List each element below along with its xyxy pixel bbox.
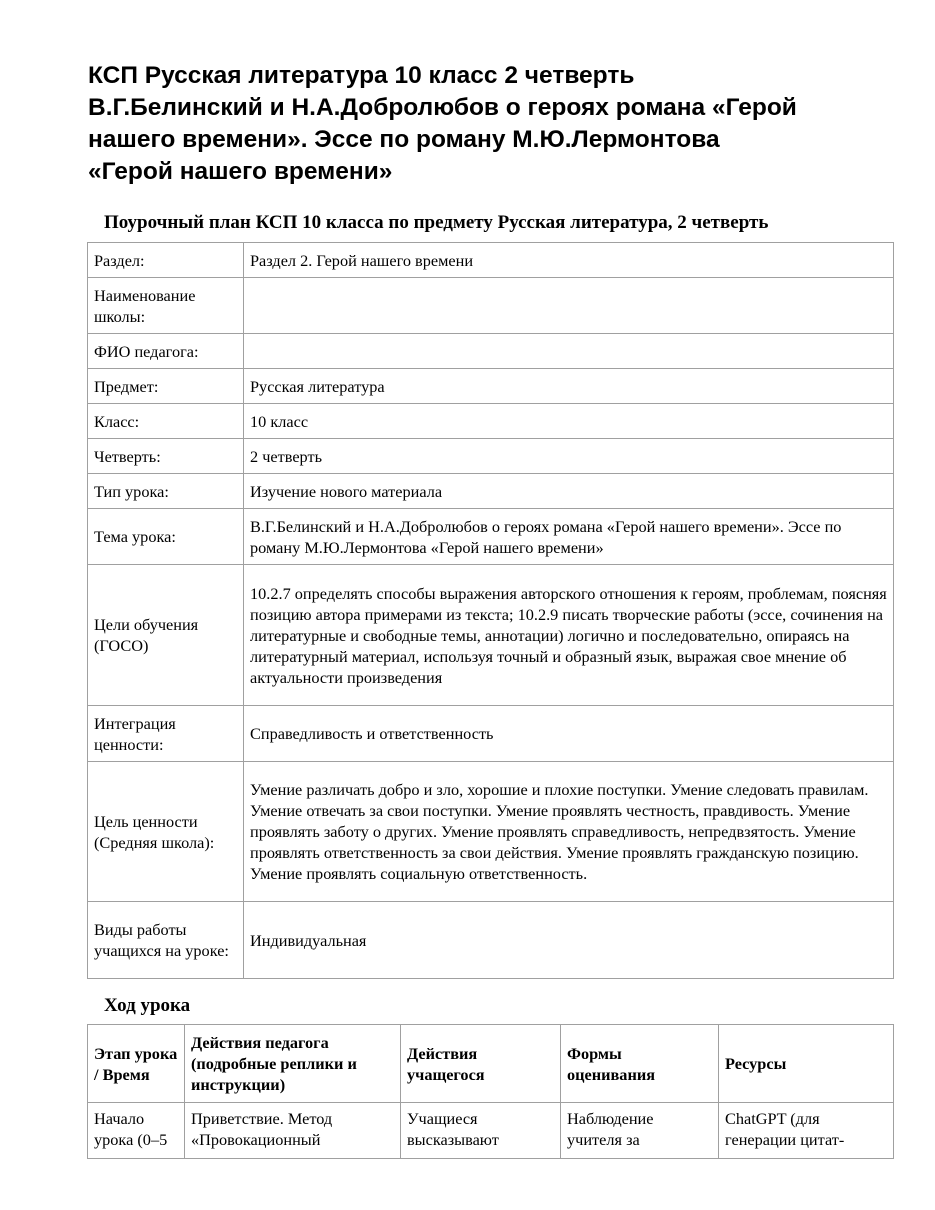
plan-heading: Поурочный план КСП 10 класса по предмету Русская литература, 2 четверть xyxy=(104,212,769,233)
column-header: Этап урока / Время xyxy=(88,1025,185,1103)
lesson-info-table xyxy=(87,242,894,979)
info-label: Тема урока: xyxy=(88,509,244,565)
info-value: В.Г.Белинский и Н.А.Добролюбов о героях романа «Герой нашего времени». Эссе по роману М.Ю.Лермонтова «Герой нашего времени» xyxy=(244,509,894,565)
title-line: «Герой нашего времени» xyxy=(88,158,393,185)
info-value: Русская литература xyxy=(244,369,894,404)
table-row xyxy=(88,762,894,902)
info-label: Цели обучения (ГОСО) xyxy=(88,565,244,706)
info-value: 10 класс xyxy=(244,404,894,439)
info-label: Раздел: xyxy=(88,243,244,278)
table-row xyxy=(88,404,894,439)
table-row xyxy=(88,369,894,404)
info-label: Виды работы учащихся на уроке: xyxy=(88,902,244,979)
lesson-heading: Ход урока xyxy=(104,995,191,1016)
column-header: Действия педагога (подробные реплики и инструкции) xyxy=(185,1025,401,1103)
table-row xyxy=(88,278,894,334)
lesson-course-table xyxy=(87,1024,894,1159)
column-header: Формы оценивания xyxy=(561,1025,719,1103)
info-label: Интеграция ценности: xyxy=(88,706,244,762)
title-line: В.Г.Белинский и Н.А.Добролюбов о героях романа «Герой xyxy=(88,94,797,121)
document-title xyxy=(88,60,908,188)
info-value: Индивидуальная xyxy=(244,902,894,979)
title-line: КСП Русская литература 10 класс 2 четверть xyxy=(88,62,635,89)
table-cell: Наблюдение учителя за xyxy=(561,1103,719,1159)
info-label: Цель ценности (Средняя школа): xyxy=(88,762,244,902)
info-value: 2 четверть xyxy=(244,439,894,474)
info-value: Справедливость и ответственность xyxy=(244,706,894,762)
info-value: Раздел 2. Герой нашего времени xyxy=(244,243,894,278)
info-label: Тип урока: xyxy=(88,474,244,509)
info-label: Четверть: xyxy=(88,439,244,474)
info-label: Наименование школы: xyxy=(88,278,244,334)
table-row xyxy=(88,1103,894,1159)
table-row xyxy=(88,439,894,474)
table-row xyxy=(88,474,894,509)
table-cell: Приветствие. Метод «Провокационный xyxy=(185,1103,401,1159)
title-line: нашего времени». Эссе по роману М.Ю.Лермонтова xyxy=(88,126,720,153)
table-cell: ChatGPT (для генерации цитат- xyxy=(719,1103,894,1159)
table-row xyxy=(88,243,894,278)
table-row xyxy=(88,902,894,979)
table-row xyxy=(88,706,894,762)
table-row xyxy=(88,334,894,369)
table-row xyxy=(88,565,894,706)
info-value: 10.2.7 определять способы выражения авторского отношения к героям, проблемам, поясняя позицию автора примерами из текста; 10.2.9 писать творческие работы (эссе, сочинения на литературные и свободные темы, аннотации) логично и последовательно, опираясь на литературный материал, используя точный и образный язык, выражая свое мнение об актуальности произведения xyxy=(244,565,894,706)
info-label: ФИО педагога: xyxy=(88,334,244,369)
column-header: Ресурсы xyxy=(719,1025,894,1103)
info-value: Изучение нового материала xyxy=(244,474,894,509)
table-row xyxy=(88,509,894,565)
info-value xyxy=(244,334,894,369)
table-header-row xyxy=(88,1025,894,1103)
column-header: Действия учащегося xyxy=(401,1025,561,1103)
info-label: Класс: xyxy=(88,404,244,439)
info-value: Умение различать добро и зло, хорошие и плохие поступки. Умение следовать правилам. Умение отвечать за свои поступки. Умение проявлять честность, правдивость. Умение проявлять заботу о других. Умение проявлять справедливость, непредвзятость. Умение проявлять ответственность за свои действия. Умение проявлять гражданскую позицию. Умение проявлять социальную ответственность. xyxy=(244,762,894,902)
info-value xyxy=(244,278,894,334)
table-cell: Начало урока (0–5 xyxy=(88,1103,185,1159)
info-label: Предмет: xyxy=(88,369,244,404)
table-cell: Учащиеся высказывают xyxy=(401,1103,561,1159)
